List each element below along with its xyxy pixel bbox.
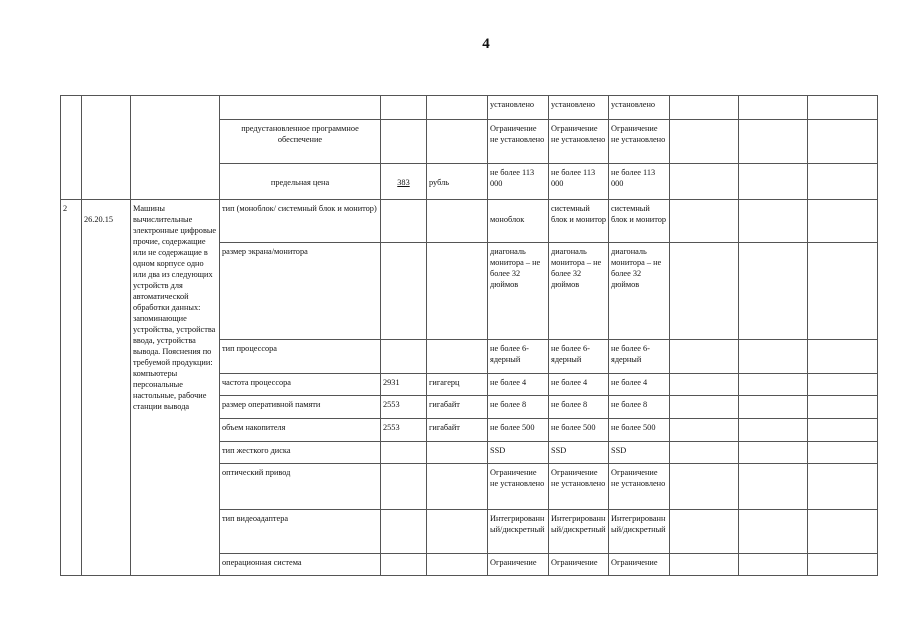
value-cell: не более 6-ядерный	[609, 340, 670, 374]
unit-name-cell	[427, 120, 488, 164]
okpd-code-cell: 26.20.15	[82, 200, 131, 576]
empty-cell	[808, 554, 878, 576]
value-cell: установлено	[488, 96, 549, 120]
empty-cell	[808, 396, 878, 419]
value-cell: диагональ монитора – не более 32 дюймов	[488, 243, 549, 340]
value-cell: не более 500	[488, 419, 549, 442]
empty-cell	[808, 340, 878, 374]
value-cell: не более 8	[488, 396, 549, 419]
characteristic-cell: операционная система	[220, 554, 381, 576]
characteristic-cell: размер экрана/монитора	[220, 243, 381, 340]
value-cell: не более 6-ядерный	[549, 340, 609, 374]
empty-cell	[739, 419, 808, 442]
value-cell: диагональ монитора – не более 32 дюймов	[549, 243, 609, 340]
unit-code-cell	[381, 510, 427, 554]
unit-code-cell	[381, 442, 427, 464]
empty-cell	[739, 96, 808, 120]
empty-cell	[739, 464, 808, 510]
unit-name-cell	[427, 442, 488, 464]
unit-name-cell	[427, 340, 488, 374]
unit-name-cell	[427, 554, 488, 576]
empty-cell	[670, 96, 739, 120]
product-name-cell: Машины вычислительные электронные цифровые прочие, содержащие или не содержащие в одном корпусе одно или два из следующих устройств для автоматической обработки данных: запоминающие устройства, устройства ввода, устройства вывода. Пояснения по требуемой продукции: компьютеры персональные настольные, рабочие станции вывода	[131, 200, 220, 576]
page-number: 4	[482, 36, 490, 52]
empty-cell	[808, 442, 878, 464]
value-cell: Интегрированный/дискретный	[488, 510, 549, 554]
table-row	[61, 96, 878, 120]
unit-code-cell: 2931	[381, 374, 427, 396]
empty-cell	[808, 200, 878, 243]
empty-cell	[670, 554, 739, 576]
unit-code-cell	[381, 120, 427, 164]
empty-cell	[739, 554, 808, 576]
unit-code-cell	[381, 554, 427, 576]
empty-cell	[808, 243, 878, 340]
value-cell: моноблок	[488, 200, 549, 243]
value-cell: не более 8	[609, 396, 670, 419]
empty-cell	[670, 243, 739, 340]
empty-cell	[670, 419, 739, 442]
unit-code-text: 383	[397, 177, 410, 187]
empty-cell	[670, 374, 739, 396]
empty-cell	[739, 243, 808, 340]
unit-code-cell	[381, 340, 427, 374]
unit-code-cell	[381, 243, 427, 340]
empty-cell	[670, 340, 739, 374]
unit-name-cell	[427, 243, 488, 340]
unit-code-cell	[381, 164, 427, 200]
empty-cell	[808, 164, 878, 200]
value-cell: диагональ монитора – не более 32 дюймов	[609, 243, 670, 340]
empty-cell	[739, 164, 808, 200]
value-cell: не более 4	[549, 374, 609, 396]
characteristic-cell: тип процессора	[220, 340, 381, 374]
unit-name-cell	[427, 510, 488, 554]
value-cell: системный блок и монитор	[549, 200, 609, 243]
characteristic-cell: тип видеоадаптера	[220, 510, 381, 554]
value-cell: Ограничение	[549, 554, 609, 576]
value-cell: Интегрированный/дискретный	[549, 510, 609, 554]
empty-cell	[739, 340, 808, 374]
value-cell: Интегрированный/дискретный	[609, 510, 670, 554]
unit-name-cell	[427, 96, 488, 120]
value-cell: не более 4	[609, 374, 670, 396]
characteristic-cell: частота процессора	[220, 374, 381, 396]
number-cell	[61, 96, 82, 200]
unit-name-cell	[427, 200, 488, 243]
characteristic-cell: предустановленное программное обеспечение	[220, 120, 381, 164]
characteristic-cell: размер оперативной памяти	[220, 396, 381, 419]
empty-cell	[739, 510, 808, 554]
okpd-code-cell	[82, 96, 131, 200]
unit-code-cell	[381, 96, 427, 120]
empty-cell	[739, 396, 808, 419]
unit-code-cell: 2553	[381, 419, 427, 442]
value-cell: не более 8	[549, 396, 609, 419]
value-cell: Ограничение не установлено	[609, 464, 670, 510]
empty-cell	[739, 200, 808, 243]
characteristic-cell: тип (моноблок/ системный блок и монитор)	[220, 200, 381, 243]
product-name-cell	[131, 96, 220, 200]
empty-cell	[808, 419, 878, 442]
table-row	[61, 200, 878, 243]
unit-name-cell: гигабайт	[427, 396, 488, 419]
empty-cell	[670, 120, 739, 164]
value-cell: не более 113 000	[609, 164, 670, 200]
empty-cell	[670, 510, 739, 554]
unit-name-cell: гигагерц	[427, 374, 488, 396]
empty-cell	[670, 442, 739, 464]
empty-cell	[808, 464, 878, 510]
value-cell: не более 113 000	[549, 164, 609, 200]
unit-name-cell	[427, 464, 488, 510]
value-cell: не более 4	[488, 374, 549, 396]
value-cell: установлено	[549, 96, 609, 120]
value-cell: не более 113 000	[488, 164, 549, 200]
characteristic-cell: оптический привод	[220, 464, 381, 510]
empty-cell	[670, 464, 739, 510]
value-cell: SSD	[488, 442, 549, 464]
empty-cell	[739, 120, 808, 164]
value-cell: Ограничение не установлено	[549, 464, 609, 510]
unit-name-cell: рубль	[427, 164, 488, 200]
characteristic-cell: тип жесткого диска	[220, 442, 381, 464]
value-cell: не более 500	[609, 419, 670, 442]
value-cell: Ограничение не установлено	[549, 120, 609, 164]
characteristics-table	[60, 95, 878, 576]
empty-cell	[670, 164, 739, 200]
empty-cell	[808, 510, 878, 554]
value-cell: Ограничение не установлено	[488, 120, 549, 164]
value-cell: Ограничение не установлено	[488, 464, 549, 510]
empty-cell	[808, 96, 878, 120]
empty-cell	[808, 120, 878, 164]
empty-cell	[670, 396, 739, 419]
value-cell: Ограничение не установлено	[609, 120, 670, 164]
empty-cell	[808, 374, 878, 396]
empty-cell	[739, 442, 808, 464]
value-cell: Ограничение	[609, 554, 670, 576]
unit-code-cell: 2553	[381, 396, 427, 419]
characteristic-cell	[220, 96, 381, 120]
value-cell: SSD	[549, 442, 609, 464]
unit-code-cell	[381, 200, 427, 243]
characteristic-cell: предельная цена	[220, 164, 381, 200]
number-cell: 2	[61, 200, 82, 576]
empty-cell	[670, 200, 739, 243]
unit-code-cell	[381, 464, 427, 510]
unit-name-cell: гигабайт	[427, 419, 488, 442]
value-cell: установлено	[609, 96, 670, 120]
value-cell: не более 500	[549, 419, 609, 442]
value-cell: системный блок и монитор	[609, 200, 670, 243]
value-cell: не более 6-ядерный	[488, 340, 549, 374]
characteristic-cell: объем накопителя	[220, 419, 381, 442]
value-cell: SSD	[609, 442, 670, 464]
empty-cell	[739, 374, 808, 396]
value-cell: Ограничение	[488, 554, 549, 576]
